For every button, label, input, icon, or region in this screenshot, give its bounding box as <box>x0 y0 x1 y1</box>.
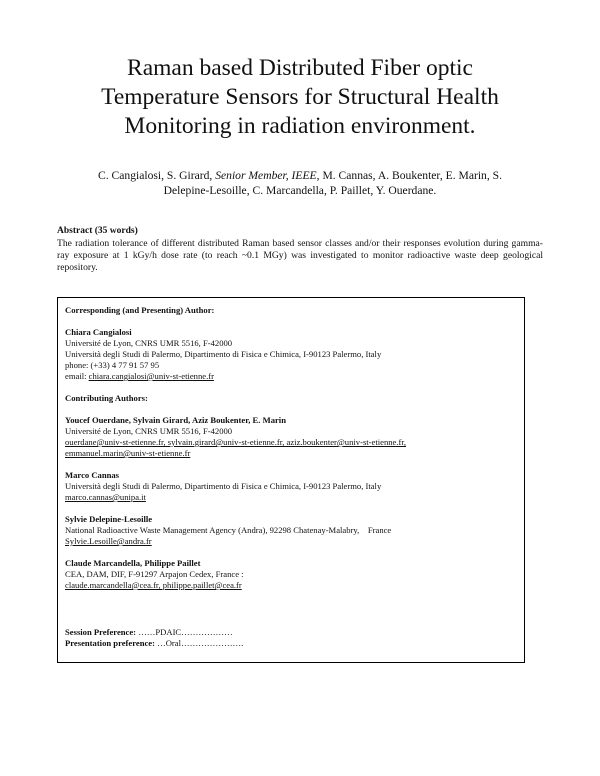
session-value: ……PDAIC……………… <box>136 627 233 637</box>
affiliation: CEA, DAM, DIF, F-91297 Arpajon Cedex, France : <box>65 569 244 579</box>
phone: phone: (+33) 4 77 91 57 95 <box>65 360 160 370</box>
email-link[interactable]: marco.cannas@unipa.it <box>65 492 146 502</box>
email-link[interactable]: Sylvie.Lesoille@andra.fr <box>65 536 152 546</box>
contributor-names: Sylvie Delepine-Lesoille <box>65 514 153 524</box>
email-label: email: <box>65 371 89 381</box>
contributor-names: Marco Cannas <box>65 470 120 480</box>
contributor-names: Claude Marcandella, Philippe Paillet <box>65 558 201 568</box>
session-preference <box>65 627 520 638</box>
email-line <box>65 371 520 382</box>
presentation-preference <box>65 638 520 649</box>
session-label: Session Preference: <box>65 627 137 637</box>
contributing-heading: Contributing Authors: <box>65 393 148 403</box>
email-link[interactable]: emmanuel.marin@univ-st-etienne.fr <box>65 448 191 458</box>
corresponding-heading: Corresponding (and Presenting) Author: <box>65 305 215 315</box>
presentation-value: …Oral…………………. <box>154 638 244 648</box>
affiliation: Université de Lyon, CNRS UMR 5516, F-42000 <box>65 338 233 348</box>
author-info-box <box>57 297 525 663</box>
title-line: Raman based Distributed Fiber optic <box>127 55 473 81</box>
author-list <box>40 168 560 198</box>
authors-part: , M. Cannas, A. Boukenter, E. Marin, S. <box>316 169 502 182</box>
title-line: Temperature Sensors for Structural Health <box>101 84 499 110</box>
paper-title <box>40 54 560 141</box>
affiliation: Université de Lyon, CNRS UMR 5516, F-42000 <box>65 426 233 436</box>
author-line: Delepine-Lesoille, C. Marcandella, P. Paillet, Y. Ouerdane. <box>163 184 437 197</box>
presentation-label: Presentation preference: <box>65 638 155 648</box>
affiliation: Università degli Studi di Palermo, Dipartimento di Fisica e Chimica, I-90123 Palermo, Italy <box>65 349 382 359</box>
email-link[interactable]: claude.marcandella@cea.fr, philippe.paillet@cea.fr <box>65 580 242 590</box>
abstract-text: The radiation tolerance of different distributed Raman based sensor classes and/or their responses evolution during gamma-ray exposure at 1 kGy/h dose rate (to reach ~0.1 MGy) was investigated to monitor radioactive waste deep geological repository. <box>57 238 543 274</box>
corresponding-name: Chiara Cangialosi <box>65 327 132 337</box>
title-line: Monitoring in radiation environment. <box>124 113 476 139</box>
authors-part: C. Cangialosi, S. Girard, <box>98 169 216 182</box>
email-link[interactable]: ouerdane@univ-st-etienne.fr, sylvain.girard@univ-st-etienne.fr, aziz.boukenter@univ-st-etienne.fr, <box>65 437 407 447</box>
abstract-heading: Abstract (35 words) <box>57 226 138 236</box>
author-line <box>40 168 560 183</box>
contributor-names: Youcef Ouerdane, Sylvain Girard, Aziz Boukenter, E. Marin <box>65 415 286 425</box>
affiliation: National Radioactive Waste Management Agency (Andra), 92298 Chatenay-Malabry, France <box>65 525 392 535</box>
affiliation: Università degli Studi di Palermo, Dipartimento di Fisica e Chimica, I-90123 Palermo, Italy <box>65 481 382 491</box>
author-title: Senior Member, IEEE <box>215 169 317 182</box>
email-link[interactable]: chiara.cangialosi@univ-st-etienne.fr <box>88 371 214 381</box>
